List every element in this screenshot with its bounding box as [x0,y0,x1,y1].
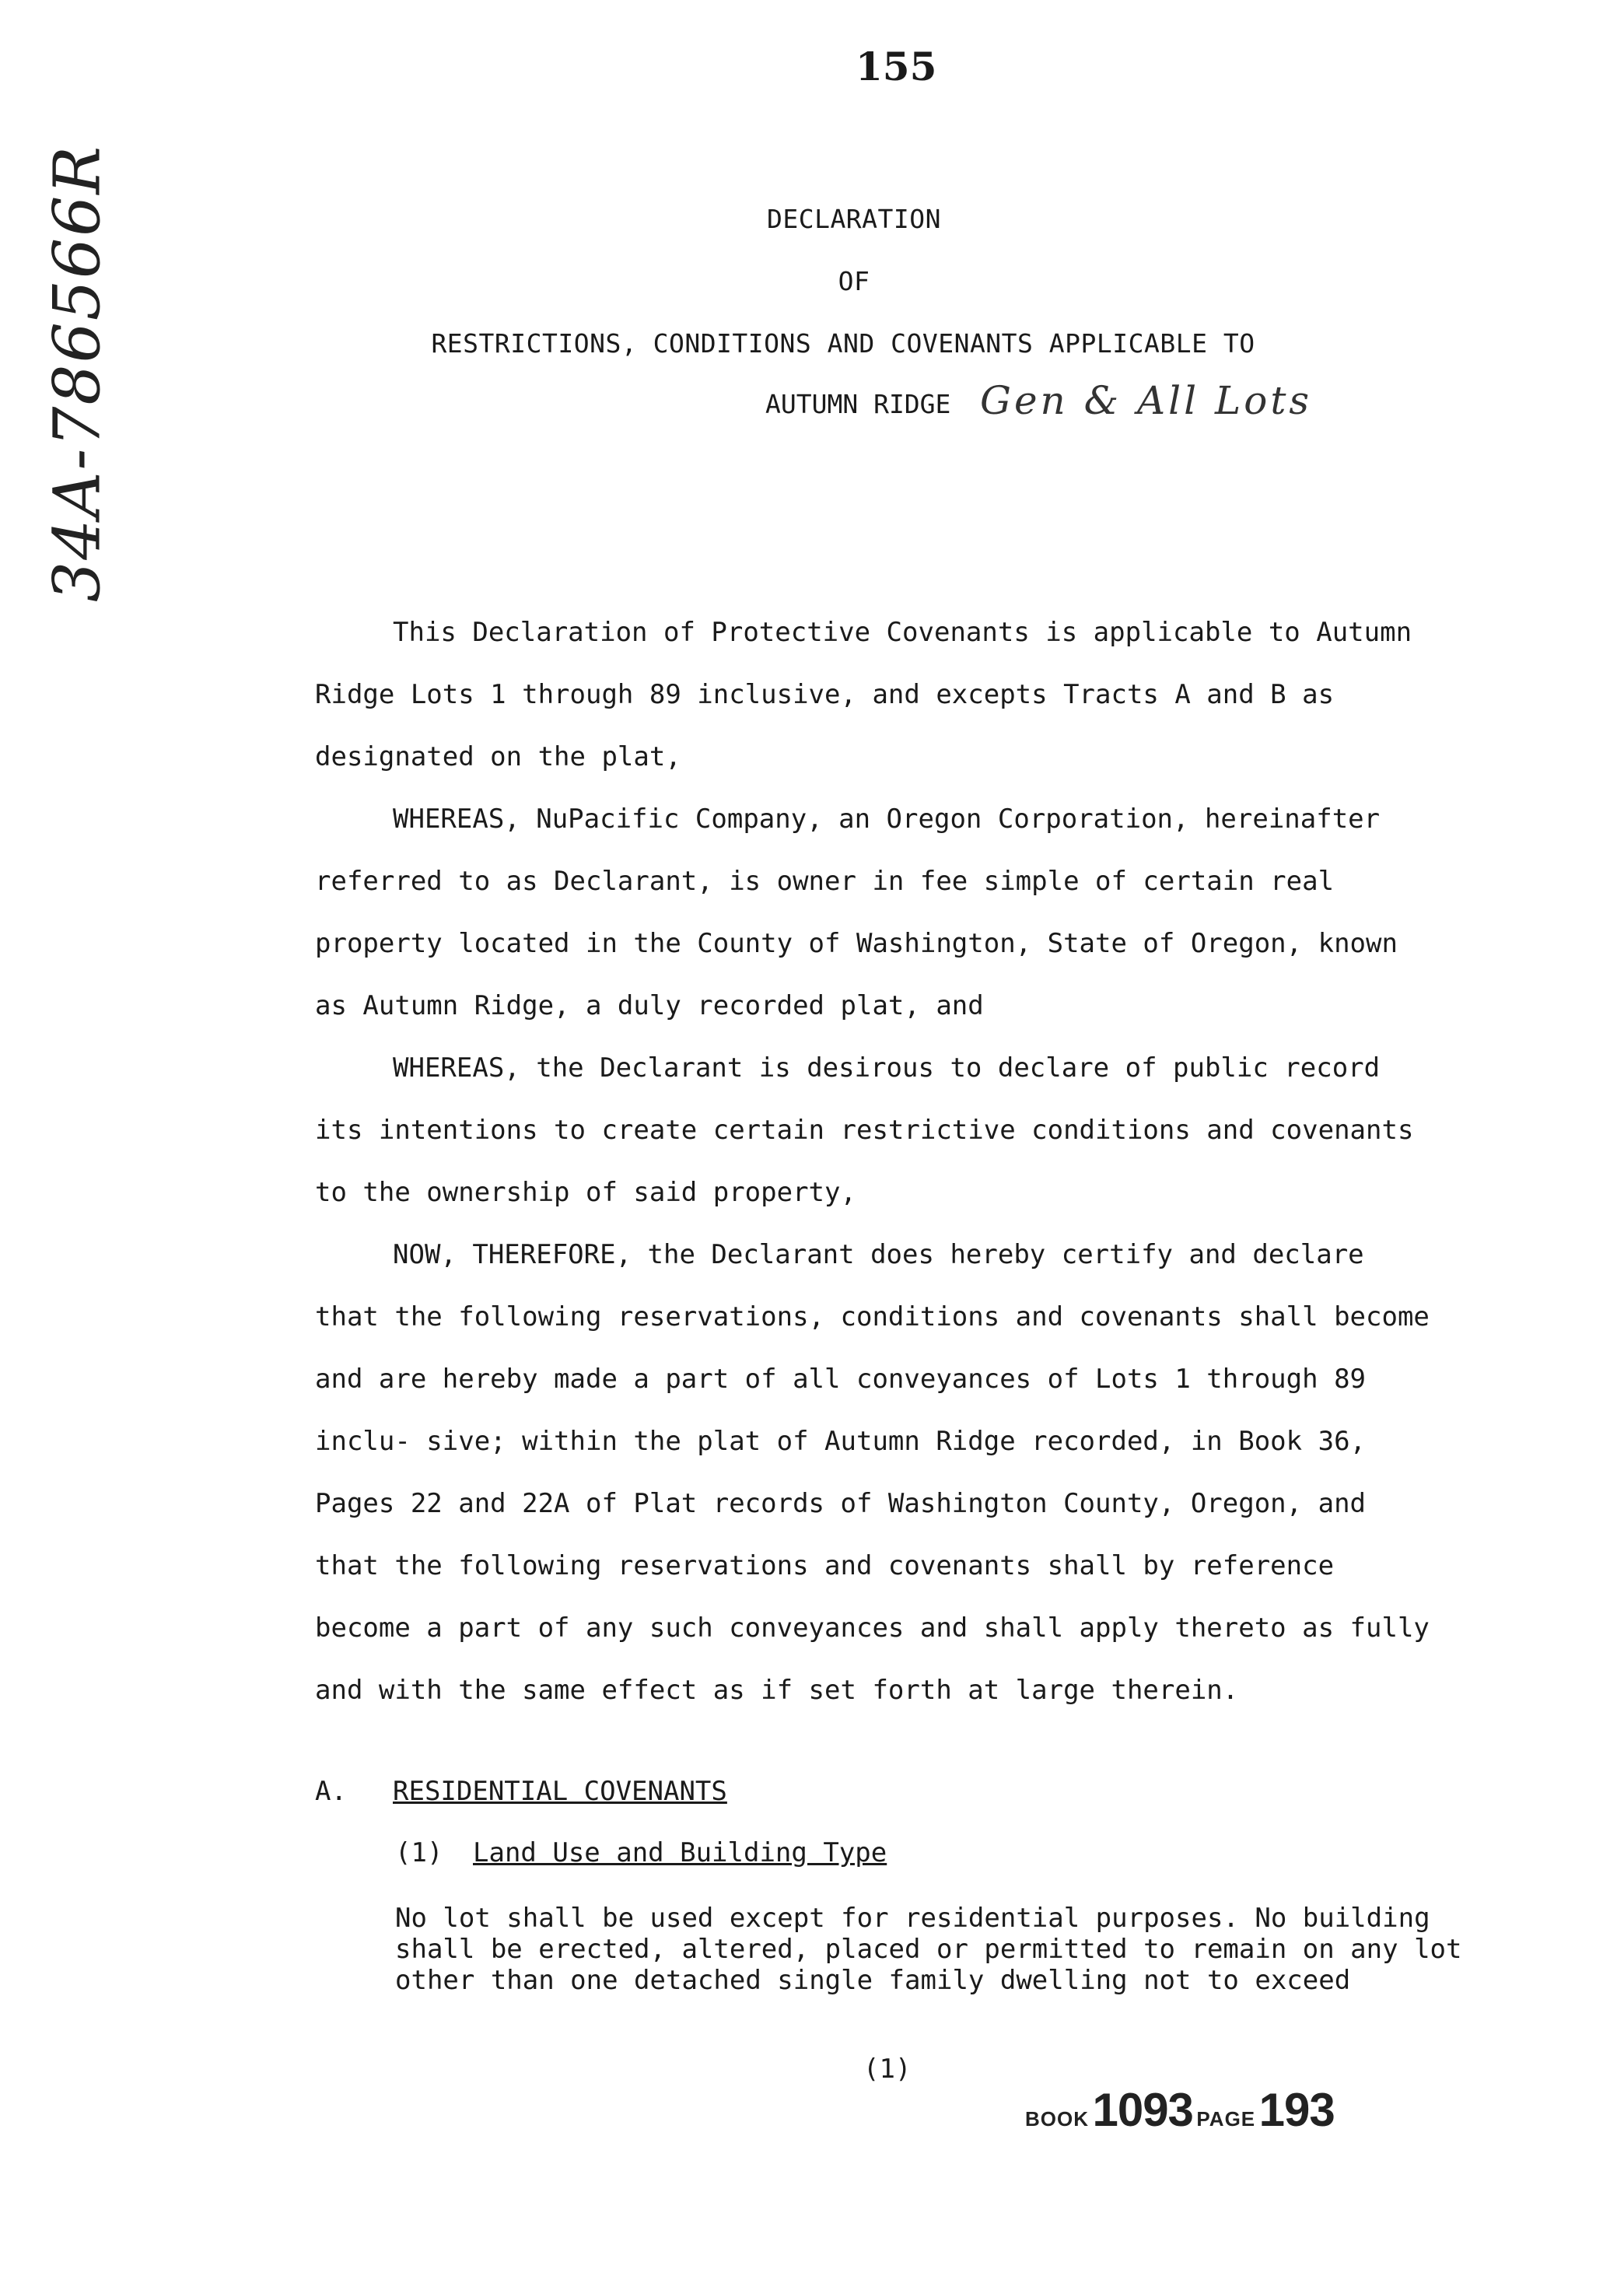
section-title: RESIDENTIAL COVENANTS [393,1776,727,1807]
subsection-heading [395,1837,887,1868]
subsection-title: Land Use and Building Type [473,1837,887,1868]
title-declaration: DECLARATION [766,204,942,234]
paragraph-whereas-owner: WHEREAS, NuPacific Company, an Oregon Corporation, hereinafter referred to as Declarant, is owner in fee simple of certain real property located in the County of Washington, State of Oregon, known as Autumn Ridge, a duly recorded plat, and [315,804,1398,1021]
section-letter: A. [315,1776,347,1807]
title-autumn-ridge: AUTUMN RIDGE [765,389,951,419]
paragraph-now-therefore: NOW, THEREFORE, the Declarant does hereby certify and declare that the following reservations, conditions and covenants shall become and are hereby made a part of all conveyances of Lots 1 through 89 inclu- sive; within the plat of Autumn Ridge recorded, in Book 36, Pages 22 and 22A of Plat records of Washington County, Oregon, and that the following reservations and covenants shall by reference become a part of any such conveyances and shall apply thereto as fully and with the same effect as if set forth at large therein. [315,1239,1430,1706]
book-reference [1025,2083,1335,2137]
book-number: 1093 [1092,2084,1193,2136]
declaration-body [315,601,1435,1721]
footer-page-label: (1) [863,2054,912,2085]
land-use-text: No lot shall be used except for residential purposes. No building shall be erected, altered, placed or permitted to remain on any lot other than one detached single family dwelling not to exceed [395,1903,1462,1996]
paragraph-intro: This Declaration of Protective Covenants is applicable to Autumn Ridge Lots 1 through 89 inclusive, and excepts Tracts A and B as designated on the plat, [315,617,1412,772]
book-prefix: BOOK [1025,2107,1089,2131]
page-number: 155 [856,44,937,89]
section-heading [315,1776,727,1807]
stamp-text: 34A-786566R [40,144,115,603]
book-page-number: 193 [1258,2084,1335,2136]
paragraph-whereas-intent: WHEREAS, the Declarant is desirous to declare of public record its intentions to create certain restrictive conditions and covenants to the ownership of said property, [315,1052,1414,1208]
page-prefix: PAGE [1196,2107,1256,2131]
title-restrictions: RESTRICTIONS, CONDITIONS AND COVENANTS APPLICABLE TO [431,328,1255,359]
title-of: OF [838,266,870,296]
handwritten-note: Gen & All Lots [980,378,1313,423]
subsection-number: (1) [395,1837,443,1868]
